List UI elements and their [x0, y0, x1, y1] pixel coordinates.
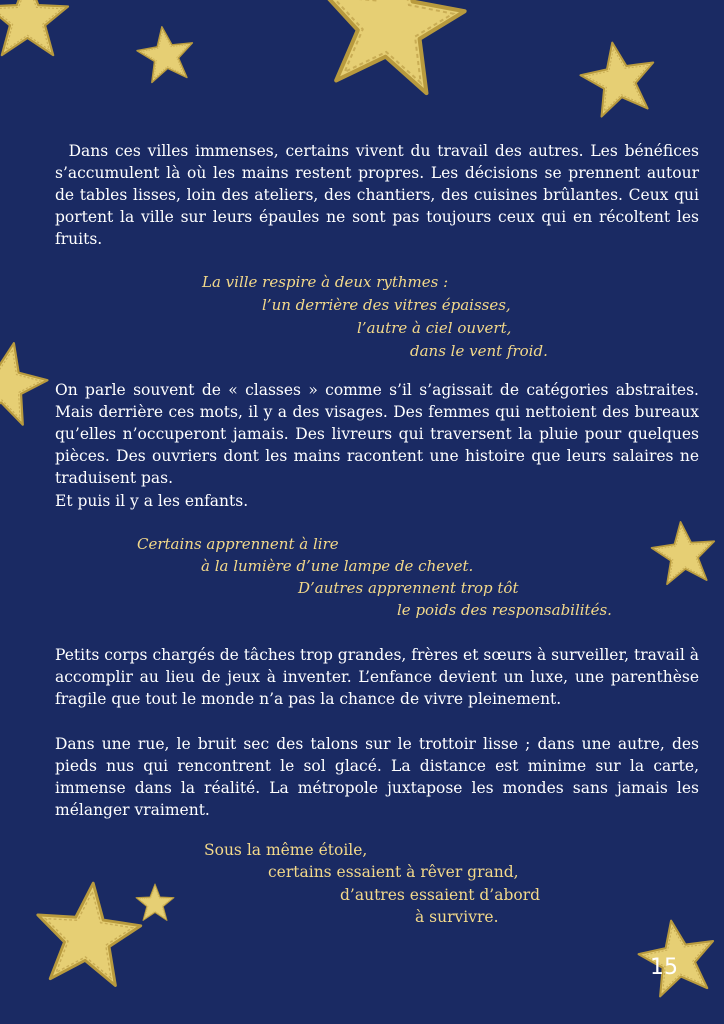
paragraph: Et puis il y a les enfants.: [55, 492, 249, 510]
star-icon: [645, 516, 724, 593]
poem-line: D’autres apprennent trop tôt: [298, 579, 519, 597]
poem-line: dans le vent froid.: [410, 342, 548, 360]
poem-line: l’un derrière des vitres épaisses,: [262, 296, 511, 314]
poem-line: d’autres essaient d’abord: [340, 886, 541, 904]
paragraph: Petits corps chargés de tâches trop grandes, frères et sœurs à surveiller, travail à accomplir au lieu de jeux à inventer. L’enfance devient un luxe, une parenthèse fragile que tout le monde n’a pas la chance de vivre pleinement.: [55, 646, 699, 708]
star-icon: [24, 874, 150, 1000]
poem-line: à survivre.: [415, 908, 499, 926]
star-icon: [0, 332, 58, 439]
star-icon: [569, 33, 670, 129]
poem-line: à la lumière d’une lampe de chevet.: [201, 557, 474, 575]
paragraph: Dans ces villes immenses, certains vivent du travail des autres. Les bénéfices s’accumulent là où les mains restent propres. Les décisions se prennent autour de tables lisses, loin des ateliers, des chantiers, des cuisines brûlantes. Ceux qui portent la ville sur leurs épaules ne sont pas toujours ceux qui en récoltent les fruits.: [55, 142, 704, 248]
star-icon: [0, 0, 75, 65]
poem-line: Sous la même étoile,: [204, 841, 368, 859]
paragraph: Dans une rue, le bruit sec des talons sur le trottoir lisse ; dans une autre, des pieds nus qui rencontrent le sol glacé. La distance est minime sur la carte, immense dans la réalité. La métropole juxtapose les mondes sans jamais les mélanger vraiment.: [55, 735, 699, 819]
star-icon: [295, 0, 486, 116]
poem-line: certains essaient à rêver grand,: [268, 863, 519, 881]
poem-line: La ville respire à deux rythmes :: [202, 273, 449, 291]
star-icon: [131, 21, 201, 91]
poem-line: l’autre à ciel ouvert,: [357, 319, 512, 337]
star-icon: [133, 883, 177, 925]
page-number: 15: [650, 955, 678, 980]
paragraph: On parle souvent de « classes » comme s’il s’agissait de catégories abstraites. Mais derrière ces mots, il y a des visages. Des femmes qui nettoient des bureaux qu’elles n’occuperont jamais. Des livreurs qui traversent la pluie pour quelques pièces. Des ouvriers dont les mains racontent une histoire que leurs salaires ne traduisent pas.: [55, 381, 699, 487]
poem-line: le poids des responsabilités.: [397, 601, 612, 619]
poem-line: Certains apprennent à lire: [137, 535, 339, 553]
